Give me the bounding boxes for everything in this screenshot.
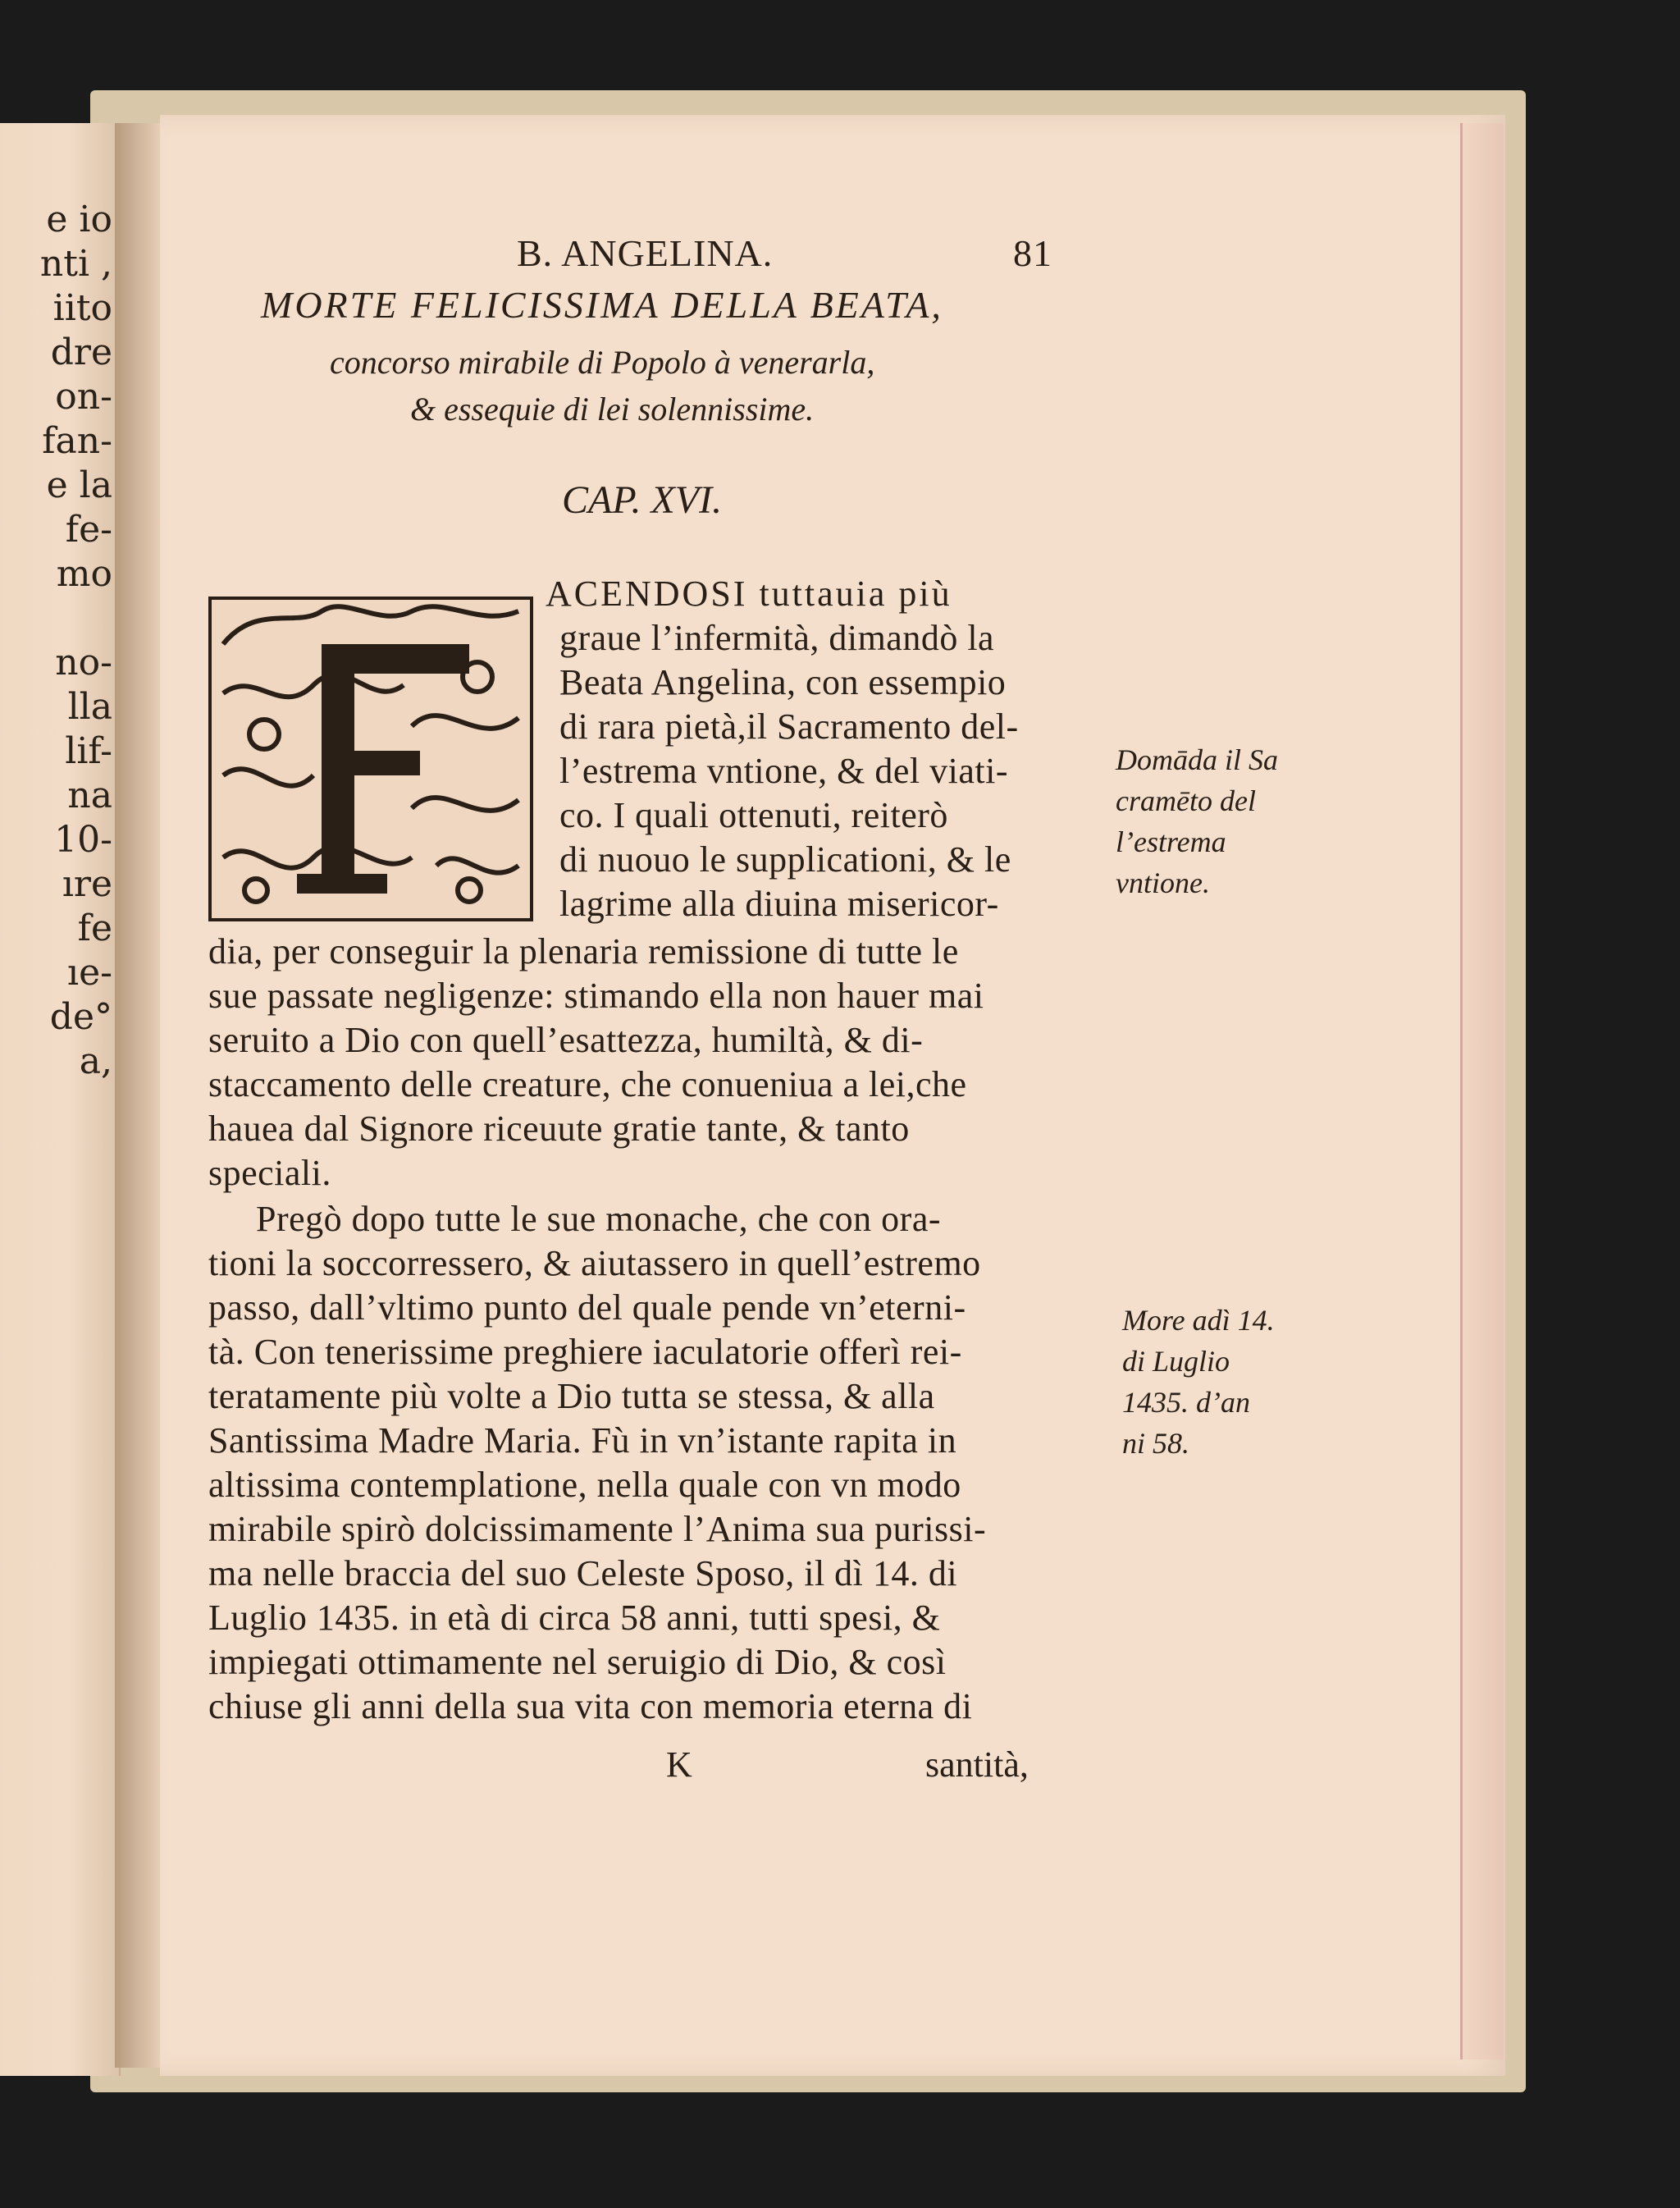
body-line: staccamento delle creature, che conueniua a lei,che [208, 1064, 967, 1104]
body-line: mirabile spirò dolcissimamente l’Anima sua purissi- [208, 1509, 987, 1549]
body-line: lagrime alla diuina misericor- [559, 884, 999, 924]
left-page-fragment: on- [55, 376, 112, 418]
left-page-fragment: 10- [54, 819, 112, 861]
left-page-fragment: fe- [65, 509, 112, 551]
left-page-fragment: nti , [39, 243, 112, 285]
body-line: co. I quali ottenuti, reiterò [559, 795, 948, 835]
left-page-fragment: ıre [62, 863, 112, 905]
left-page-fragment: mo [56, 553, 112, 595]
body-line: hauea dal Signore riceuute gratie tante, & tanto [208, 1109, 910, 1149]
body-line: passo, dall’vltimo punto del quale pende vn’eterni- [208, 1287, 966, 1328]
left-page-fragment: e io [46, 199, 112, 240]
body-line: impiegati ottimamente nel seruigio di Dio, & così [208, 1642, 947, 1682]
page-edge [1460, 123, 1504, 2059]
left-page-fragment: e la [46, 464, 112, 506]
body-line: teratamente più volte a Dio tutta se stessa, & alla [208, 1376, 935, 1416]
left-page-fragment: ıe- [67, 952, 112, 994]
chapter-label: CAP. XVI. [562, 478, 723, 522]
running-head-title: B. ANGELINA. [517, 232, 774, 274]
left-page-fragment: a, [79, 1040, 112, 1082]
left-page-fragment: de° [49, 996, 112, 1038]
page-number: 81 [1013, 232, 1052, 274]
spine-gutter [115, 123, 164, 2068]
body-line: Luglio 1435. in età di circa 58 anni, tutti spesi, & [208, 1598, 941, 1638]
left-page-fragment: lla [67, 686, 112, 728]
left-page-fragment: fan- [42, 420, 112, 462]
body-line: ACENDOSI tuttauia più [546, 574, 952, 614]
running-head [517, 231, 1091, 275]
chapter-title-line-3: & essequie di lei solennissime. [410, 391, 815, 427]
signature-mark: K [666, 1744, 692, 1785]
body-line: speciali. [208, 1153, 331, 1193]
left-page-fragment: lif- [65, 730, 112, 772]
body-line: sue passate negligenze: stimando ella non hauer mai [208, 976, 984, 1016]
chapter-title-line-1: MORTE FELICISSIMA DELLA BEATA, [261, 284, 943, 326]
margin-note-line: ni 58. [1122, 1427, 1190, 1460]
body-line: tioni la soccorressero, & aiutassero in quell’estremo [208, 1243, 981, 1283]
body-line: di rara pietà,il Sacramento del- [559, 706, 1019, 747]
catchword: santità, [925, 1744, 1029, 1785]
margin-note-line: Domāda il Sa [1116, 743, 1278, 776]
body-line: dia, per conseguir la plenaria remissione di tutte le [208, 931, 959, 971]
margin-note-line: l’estrema [1116, 825, 1226, 858]
margin-note-line: 1435. d’an [1122, 1386, 1250, 1419]
decorated-initial-f-icon [207, 595, 535, 923]
left-page-fragment: dre [50, 331, 112, 373]
left-page [0, 123, 121, 2076]
left-page-fragment: fe [77, 907, 112, 949]
body-line: l’estrema vntione, & del viati- [559, 751, 1009, 791]
margin-note-line: cramēto del [1116, 784, 1256, 817]
body-line: seruito a Dio con quell’esattezza, humiltà, & di- [208, 1020, 924, 1060]
body-line: Beata Angelina, con essempio [559, 662, 1007, 702]
body-line: altissima contemplatione, nella quale con vn modo [208, 1465, 961, 1505]
body-line: ma nelle braccia del suo Celeste Sposo, il dì 14. di [208, 1553, 958, 1593]
body-line: tà. Con tenerissime preghiere iaculatorie offerì rei- [208, 1332, 962, 1372]
body-line: chiuse gli anni della sua vita con memoria eterna di [208, 1686, 973, 1726]
body-line: Santissima Madre Maria. Fù in vn’istante rapita in [208, 1420, 957, 1461]
margin-note-line: di Luglio [1122, 1345, 1230, 1378]
body-line: graue l’infermità, dimandò la [559, 618, 995, 658]
margin-note-line: More adì 14. [1122, 1304, 1275, 1337]
body-line: Pregò dopo tutte le sue monache, che con ora- [256, 1199, 941, 1239]
left-page-fragment: na [67, 775, 112, 816]
margin-note-line: vntione. [1116, 866, 1210, 899]
chapter-title-line-2: concorso mirabile di Popolo à venerarla, [330, 344, 875, 381]
left-page-fragment: iito [52, 287, 112, 329]
left-page-fragment: no- [55, 642, 112, 683]
body-line: di nuouo le supplicationi, & le [559, 839, 1011, 880]
